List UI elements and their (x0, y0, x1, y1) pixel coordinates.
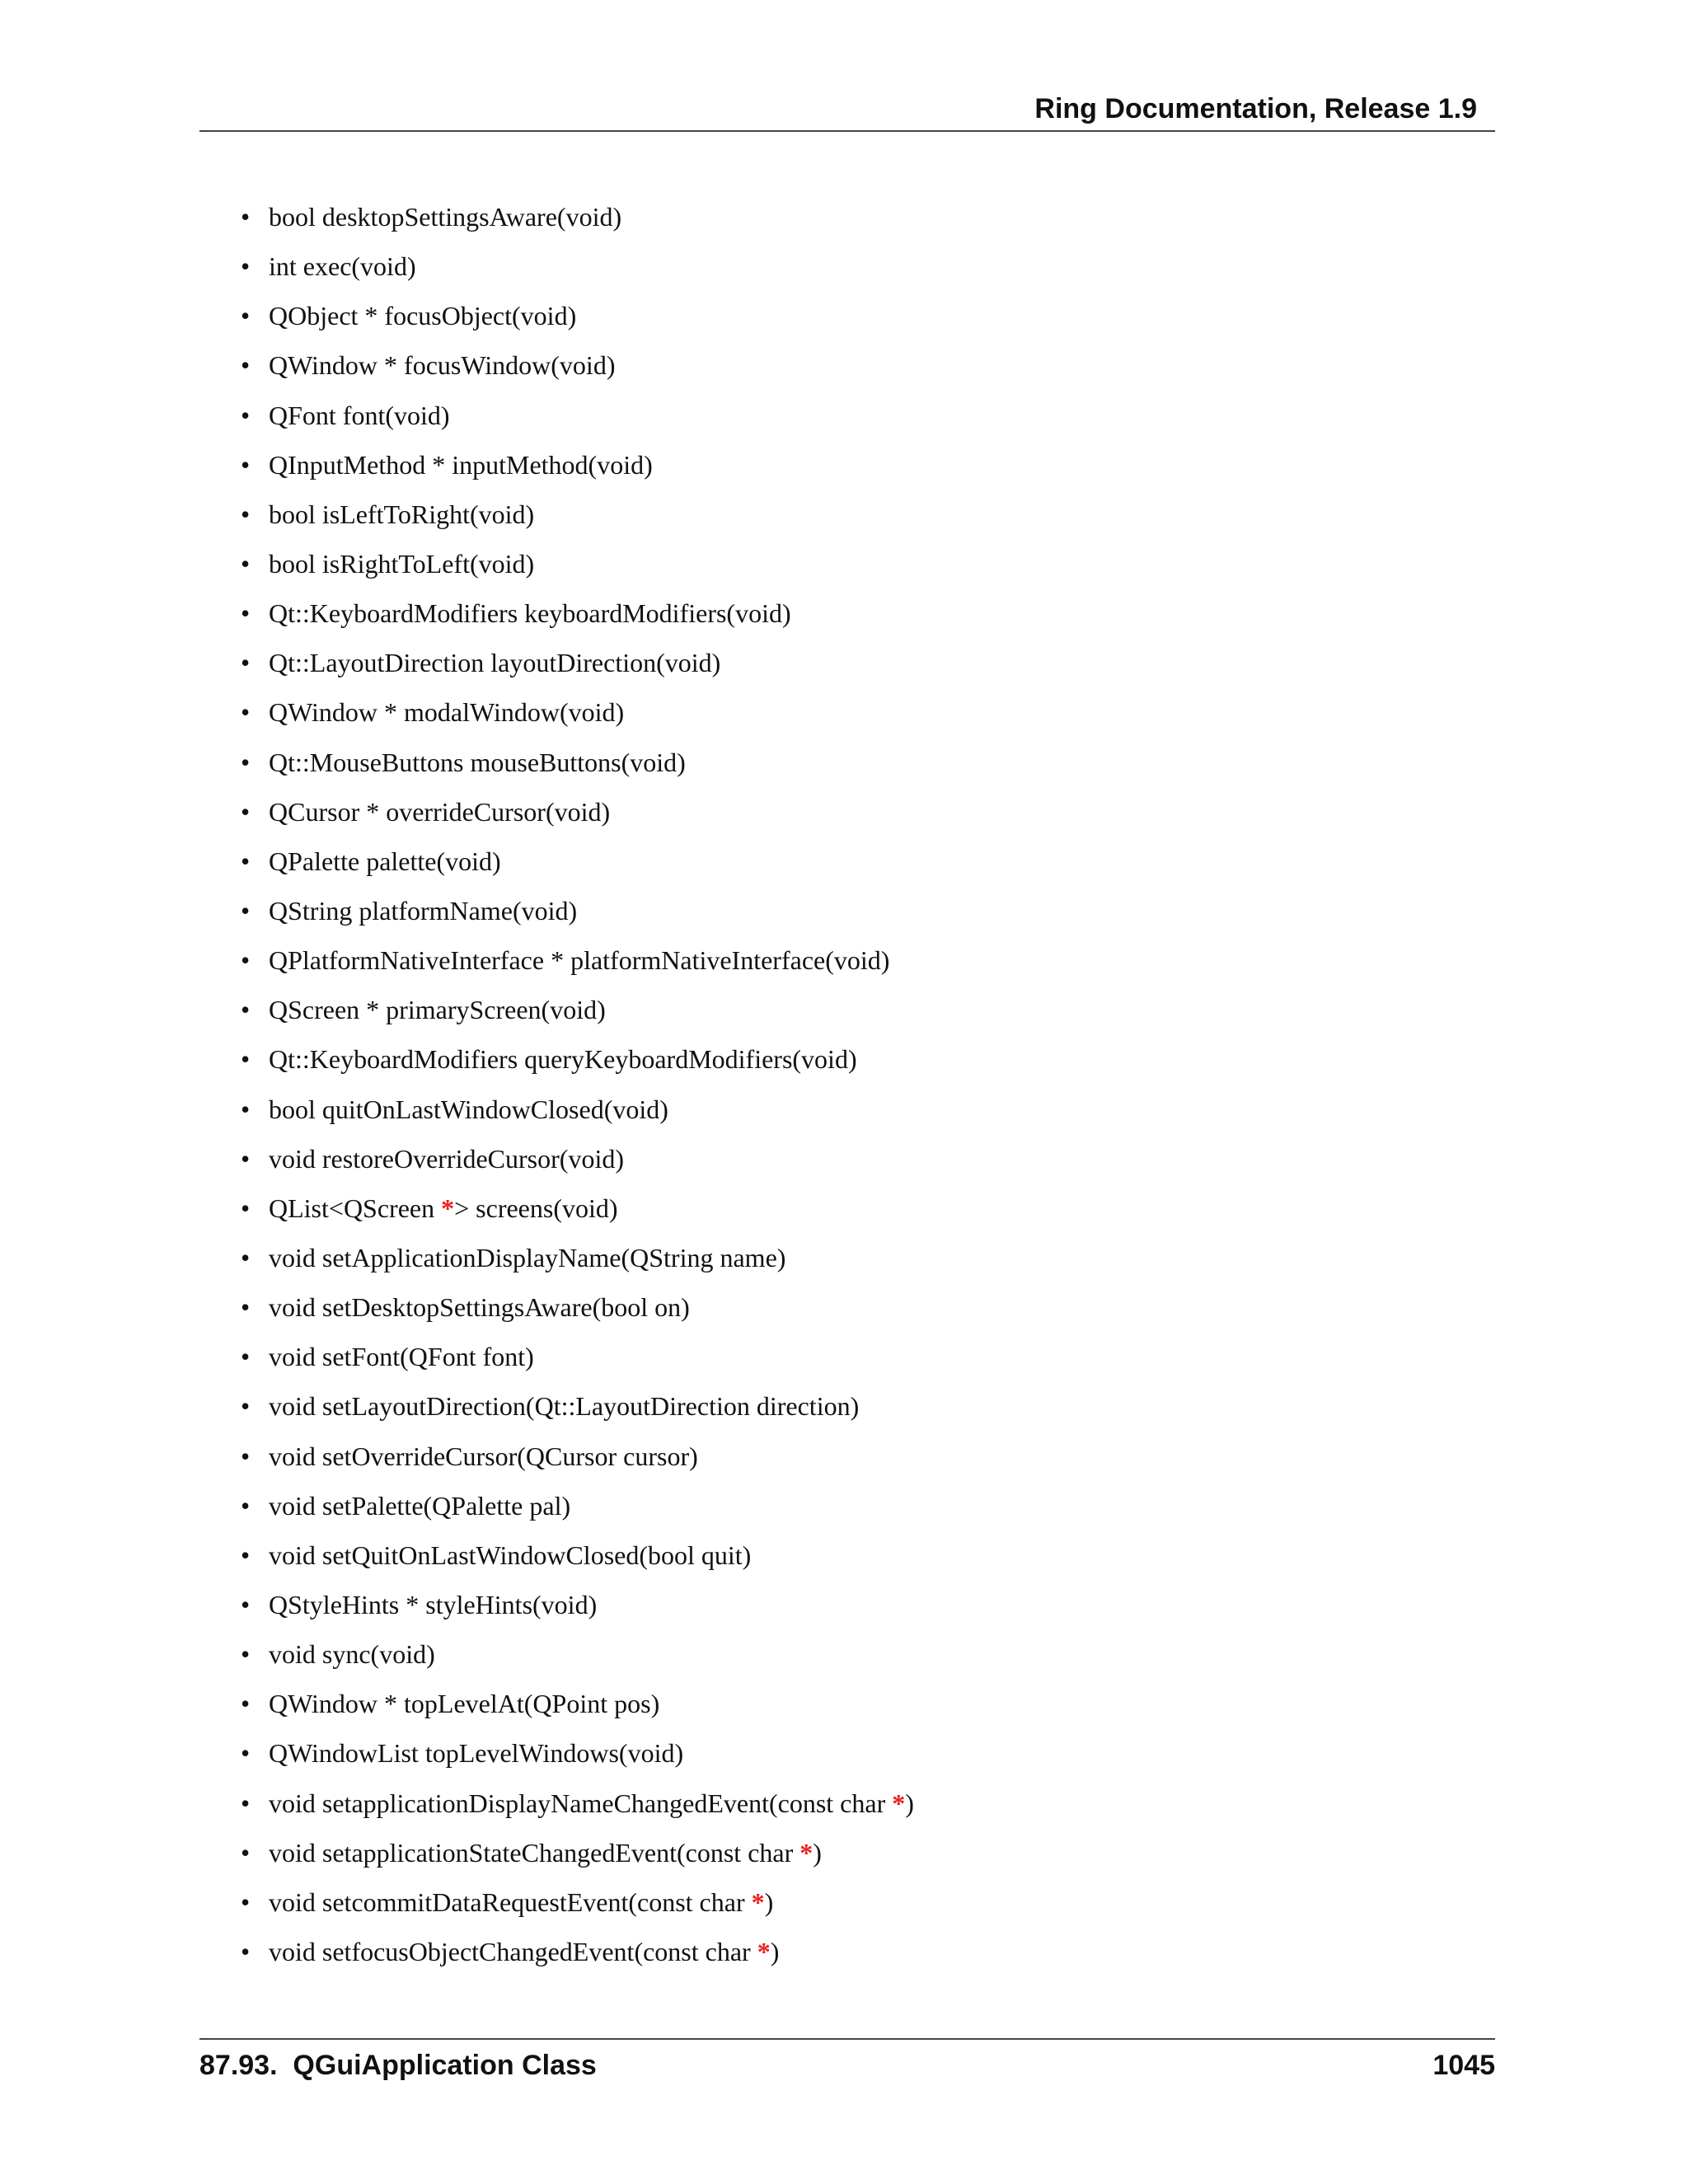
list-item (241, 1188, 914, 1237)
bullet-icon: • (241, 1936, 251, 1966)
bullet-icon: • (241, 1886, 251, 1917)
method-signature: QString platformName(void) (269, 895, 578, 926)
signature-part: void setapplicationDisplayNameChangedEvent(const char (269, 1788, 893, 1818)
list-item (241, 1882, 914, 1931)
list-item (241, 1089, 914, 1138)
method-signature (269, 1937, 779, 1966)
list-item (241, 1436, 914, 1485)
bullet-icon: • (241, 400, 251, 430)
list-item (241, 791, 914, 841)
method-signature: void setFont(QFont font) (269, 1342, 534, 1372)
method-signature: QWindow * modalWindow(void) (269, 697, 625, 728)
bullet-icon: • (241, 1441, 251, 1471)
method-signature: bool isLeftToRight(void) (269, 499, 535, 529)
bullet-icon: • (241, 697, 251, 728)
signature-part: > screens(void) (454, 1193, 618, 1223)
footer-section-title: 87.93. QGuiApplication Class (199, 2050, 597, 2081)
method-signature: QScreen * primaryScreen(void) (269, 995, 606, 1025)
list-item (241, 1286, 914, 1336)
bullet-icon: • (241, 1094, 251, 1124)
list-item (241, 543, 914, 593)
method-signature: QObject * focusObject(void) (269, 301, 577, 331)
bullet-icon: • (241, 1391, 251, 1422)
method-signature: void setPalette(QPalette pal) (269, 1490, 571, 1521)
method-signature (269, 1193, 618, 1223)
bullet-icon: • (241, 301, 251, 331)
method-signature: void setOverrideCursor(QCursor cursor) (269, 1441, 698, 1471)
method-signature: QWindow * topLevelAt(QPoint pos) (269, 1689, 660, 1719)
list-item (241, 742, 914, 791)
list-item (241, 295, 914, 344)
bullet-icon: • (241, 945, 251, 976)
list-item (241, 1485, 914, 1535)
list-item (241, 1138, 914, 1188)
list-item (241, 940, 914, 989)
bullet-icon: • (241, 1540, 251, 1570)
list-item (241, 593, 914, 642)
signature-part: void setcommitDataRequestEvent(const char (269, 1886, 752, 1917)
list-item (241, 1038, 914, 1088)
method-signature: QFont font(void) (269, 400, 450, 430)
bullet-icon: • (241, 1143, 251, 1174)
list-item (241, 246, 914, 295)
footer-rule (199, 2038, 1495, 2040)
signature-part: void setapplicationStateChangedEvent(const char (269, 1837, 800, 1868)
method-signature: QWindowList topLevelWindows(void) (269, 1738, 684, 1769)
list-item (241, 196, 914, 246)
bullet-icon: • (241, 449, 251, 480)
bullet-icon: • (241, 1639, 251, 1670)
list-item (241, 989, 914, 1038)
list-item (241, 1732, 914, 1782)
list-item (241, 344, 914, 394)
pointer-asterisk: * (757, 1936, 771, 1966)
bullet-icon: • (241, 350, 251, 381)
method-signature: int exec(void) (269, 251, 416, 282)
pointer-asterisk: * (441, 1193, 455, 1223)
list-item (241, 1832, 914, 1882)
list-item (241, 1683, 914, 1732)
method-signature: Qt::KeyboardModifiers keyboardModifiers(void) (269, 598, 791, 629)
list-item (241, 1783, 914, 1832)
list-item (241, 1535, 914, 1584)
list-item (241, 691, 914, 741)
method-signature: void setQuitOnLastWindowClosed(bool quit) (269, 1540, 752, 1570)
method-signature: QStyleHints * styleHints(void) (269, 1589, 598, 1619)
list-item (241, 444, 914, 494)
signature-part: QList<QScreen (269, 1193, 442, 1223)
list-item (241, 1931, 914, 1980)
bullet-icon: • (241, 1490, 251, 1521)
list-item (241, 1336, 914, 1385)
bullet-icon: • (241, 548, 251, 579)
bullet-icon: • (241, 796, 251, 827)
list-item (241, 890, 914, 940)
method-signature (269, 1788, 914, 1818)
method-signature: Qt::LayoutDirection layoutDirection(void) (269, 648, 721, 678)
header-rule (199, 130, 1495, 132)
bullet-icon: • (241, 1589, 251, 1619)
bullet-icon: • (241, 202, 251, 232)
method-signature (269, 1838, 822, 1868)
list-item (241, 841, 914, 890)
method-signature (269, 1887, 773, 1917)
method-signature: bool quitOnLastWindowClosed(void) (269, 1094, 668, 1124)
signature-part: ) (770, 1936, 780, 1966)
bullet-icon: • (241, 1193, 251, 1223)
bullet-icon: • (241, 747, 251, 777)
bullet-icon: • (241, 846, 251, 876)
bullet-icon: • (241, 995, 251, 1025)
signature-part: void setfocusObjectChangedEvent(const char (269, 1936, 757, 1966)
bullet-icon: • (241, 1342, 251, 1372)
bullet-icon: • (241, 1689, 251, 1719)
signature-part: ) (905, 1788, 914, 1818)
method-signature: bool isRightToLeft(void) (269, 548, 535, 579)
list-item (241, 1237, 914, 1286)
bullet-icon: • (241, 1788, 251, 1818)
method-signature: QWindow * focusWindow(void) (269, 350, 616, 381)
method-signature: QPalette palette(void) (269, 846, 501, 876)
bullet-icon: • (241, 648, 251, 678)
list-item (241, 1633, 914, 1683)
method-signature: QInputMethod * inputMethod(void) (269, 449, 653, 480)
method-list (241, 196, 914, 1980)
method-signature: bool desktopSettingsAware(void) (269, 202, 622, 232)
method-signature: void setApplicationDisplayName(QString name) (269, 1242, 786, 1272)
method-signature: void setDesktopSettingsAware(bool on) (269, 1292, 690, 1323)
list-item (241, 642, 914, 691)
list-item (241, 1584, 914, 1633)
method-signature: QCursor * overrideCursor(void) (269, 796, 611, 827)
bullet-icon: • (241, 1738, 251, 1769)
method-signature: Qt::KeyboardModifiers queryKeyboardModifiers(void) (269, 1044, 857, 1075)
bullet-icon: • (241, 895, 251, 926)
pointer-asterisk: * (751, 1886, 765, 1917)
method-signature: QPlatformNativeInterface * platformNativeInterface(void) (269, 945, 890, 976)
pointer-asterisk: * (799, 1837, 814, 1868)
method-signature: Qt::MouseButtons mouseButtons(void) (269, 747, 686, 777)
bullet-icon: • (241, 1837, 251, 1868)
signature-part: ) (764, 1886, 774, 1917)
list-item (241, 1385, 914, 1435)
bullet-icon: • (241, 598, 251, 629)
bullet-icon: • (241, 251, 251, 282)
method-signature: void sync(void) (269, 1639, 435, 1670)
page-header-title: Ring Documentation, Release 1.9 (1034, 93, 1477, 124)
page-number: 1045 (1432, 2050, 1495, 2081)
bullet-icon: • (241, 1292, 251, 1323)
list-item (241, 494, 914, 543)
list-item (241, 395, 914, 444)
bullet-icon: • (241, 1242, 251, 1272)
method-signature: void setLayoutDirection(Qt::LayoutDirection direction) (269, 1391, 860, 1422)
bullet-icon: • (241, 499, 251, 529)
pointer-asterisk: * (892, 1788, 906, 1818)
method-signature: void restoreOverrideCursor(void) (269, 1143, 624, 1174)
bullet-icon: • (241, 1044, 251, 1075)
signature-part: ) (813, 1837, 822, 1868)
